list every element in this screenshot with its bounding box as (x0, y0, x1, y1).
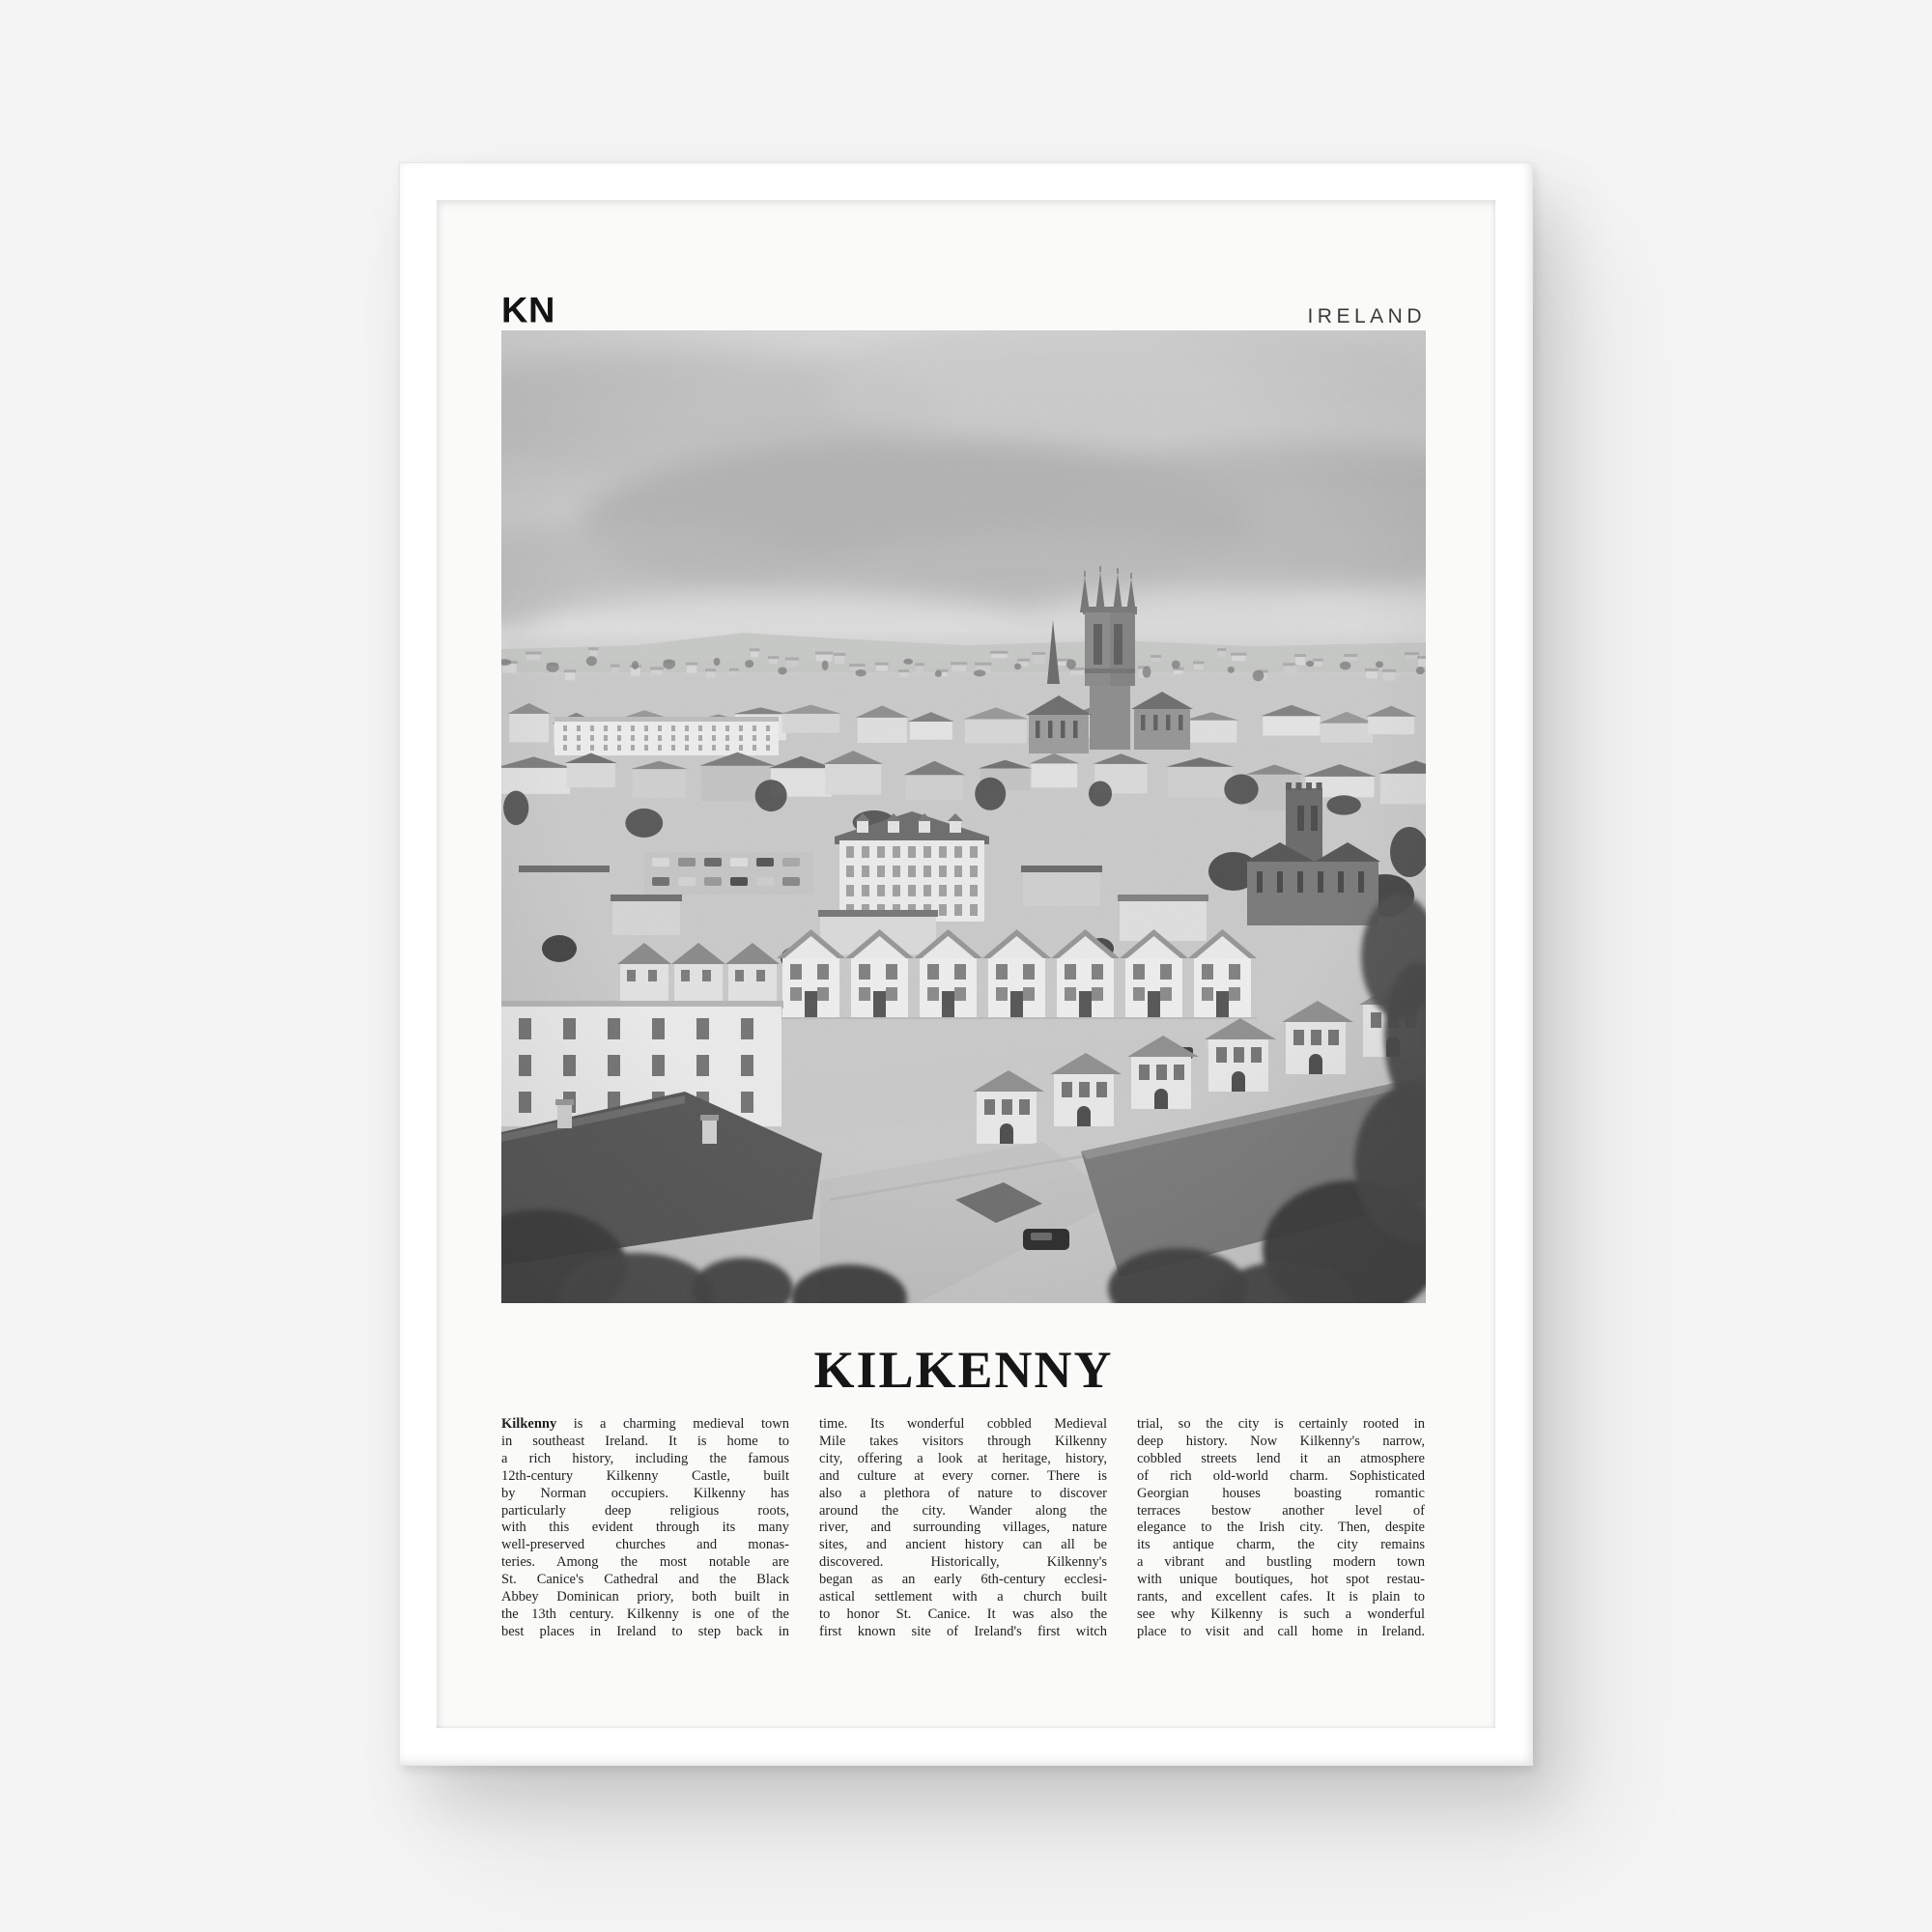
text-line: rants, and excellent cafes. It is plain to (1137, 1589, 1425, 1605)
text-line: by Norman occupiers. Kilkenny has (501, 1485, 789, 1501)
brand-logo: KN (501, 291, 555, 331)
country-label: IRELAND (1307, 305, 1426, 327)
text-line: deep history. Now Kilkenny's narrow, (1137, 1433, 1425, 1449)
poster-matte (437, 200, 1495, 1728)
text-line: a rich history, including the famous (501, 1450, 789, 1466)
cityscape-illustration (501, 330, 1426, 1303)
text-line: its antique charm, the city remains (1137, 1537, 1425, 1553)
text-line: Kilkenny is a charming medieval town (501, 1416, 789, 1432)
text-line: to honor St. Canice. It was also the (819, 1605, 1107, 1622)
text-line: elegance to the Irish city. Then, despite (1137, 1520, 1425, 1536)
lead-word: Kilkenny (501, 1416, 557, 1432)
text-line: best places in Ireland to step back in (501, 1623, 789, 1639)
text-line: also a plethora of nature to discover (819, 1485, 1107, 1501)
photo-effects (501, 330, 1426, 1303)
poster-frame (399, 162, 1533, 1766)
text-line: teries. Among the most notable are (501, 1554, 789, 1571)
text-line: Georgian houses boasting romantic (1137, 1485, 1425, 1501)
poster-content (501, 200, 1426, 1728)
text-line: discovered. Historically, Kilkenny's (819, 1554, 1107, 1571)
text-line: river, and surrounding villages, nature (819, 1520, 1107, 1536)
text-line: the 13th century. Kilkenny is one of the (501, 1605, 789, 1622)
text-line: and culture at every corner. There is (819, 1467, 1107, 1484)
text-line: began as an early 6th-century ecclesi- (819, 1572, 1107, 1588)
text-column-2 (819, 1416, 1107, 1641)
text-line: cobbled streets lend it an atmosphere (1137, 1450, 1425, 1466)
text-line: 12th-century Kilkenny Castle, built (501, 1467, 789, 1484)
text-line: around the city. Wander along the (819, 1502, 1107, 1519)
text-line: first known site of Ireland's first witch (819, 1623, 1107, 1639)
masthead (501, 293, 1426, 329)
text-line: trial, so the city is certainly rooted in (1137, 1416, 1425, 1432)
text-line: astical settlement with a church built (819, 1589, 1107, 1605)
poster-title: KILKENNY (813, 1341, 1114, 1399)
text-column-3 (1137, 1416, 1425, 1641)
text-line: see why Kilkenny is such a wonderful (1137, 1605, 1425, 1622)
text-line: in southeast Ireland. It is home to (501, 1433, 789, 1449)
kilkenny-photo (501, 330, 1426, 1303)
text-line: with this evident through its many (501, 1520, 789, 1536)
text-line: particularly deep religious roots, (501, 1502, 789, 1519)
text-column-1 (501, 1416, 789, 1641)
text-line: Abbey Dominican priory, both built in (501, 1589, 789, 1605)
text-line: place to visit and call home in Ireland. (1137, 1623, 1425, 1639)
text-line: city, offering a look at heritage, history, (819, 1450, 1107, 1466)
text-line: Mile takes visitors through Kilkenny (819, 1433, 1107, 1449)
text-line: of rich old-world charm. Sophisticated (1137, 1467, 1425, 1484)
body-text (501, 1416, 1426, 1641)
text-line: sites, and ancient history can all be (819, 1537, 1107, 1553)
text-line: well-preserved churches and monas- (501, 1537, 789, 1553)
text-line: terraces bestow another level of (1137, 1502, 1425, 1519)
text-line: with unique boutiques, hot spot restau- (1137, 1572, 1425, 1588)
text-line: time. Its wonderful cobbled Medieval (819, 1416, 1107, 1432)
text-line: St. Canice's Cathedral and the Black (501, 1572, 789, 1588)
text-line: a vibrant and bustling modern town (1137, 1554, 1425, 1571)
